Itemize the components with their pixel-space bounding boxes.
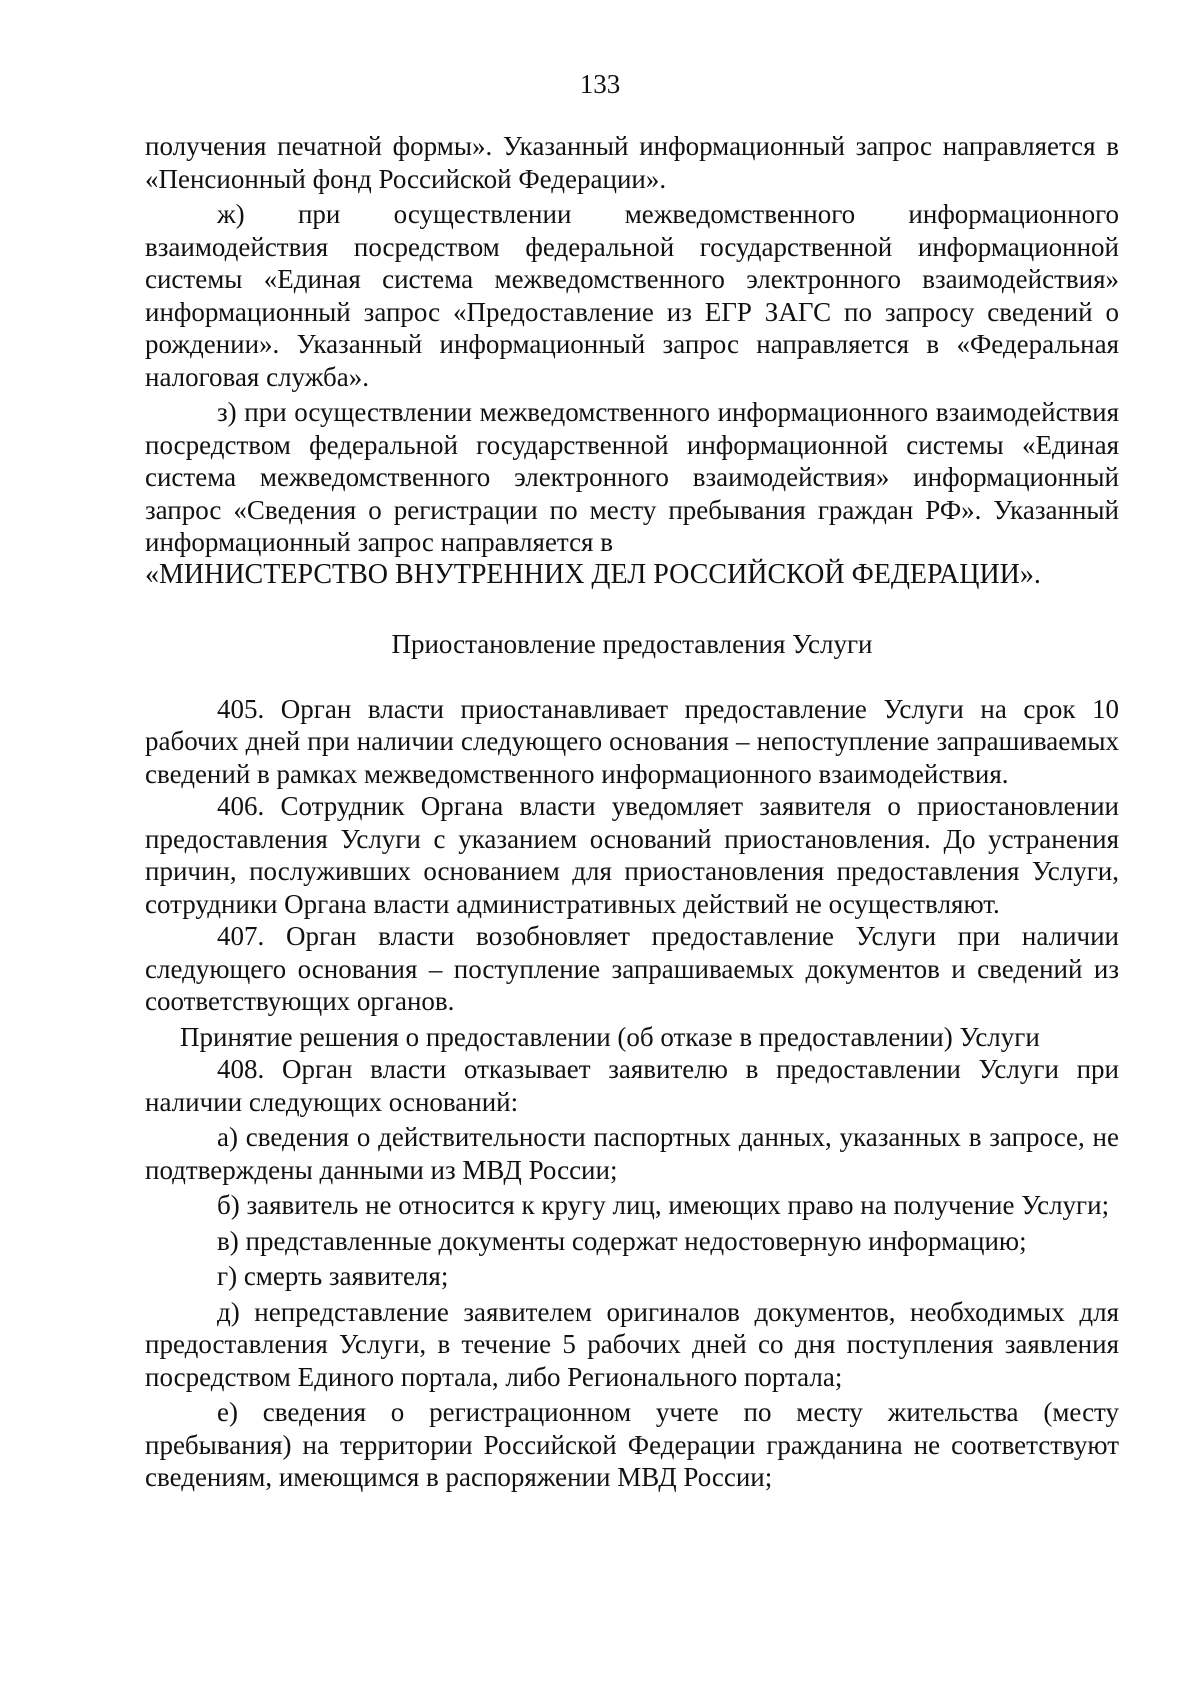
- paragraph-408-item-b: б) заявитель не относится к кругу лиц, имеющих право на получение Услуги;: [217, 1190, 1110, 1220]
- page-number: 133: [579, 69, 621, 99]
- section-heading-decision: Принятие решения о предоставлении (об отказе в предоставлении) Услуги: [180, 1021, 1040, 1052]
- section-heading-suspension: Приостановление предоставления Услуги: [391, 629, 873, 659]
- paragraph-406: 406. Сотрудник Органа власти уведомляет заявителя о приостановлении предоставления Услуги с указанием оснований приостановления. До устранения причин, послуживших основанием для приостановления предоставления Услуги, сотрудники Органа власти административных действий не осуществляют.: [145, 791, 1119, 919]
- paragraph-item-z: з) при осуществлении межведомственного информационного взаимодействия посредством федеральной государственной информационной системы «Единая система межведомственного электронного взаимодействия» информационный запрос «Сведения о регистрации по месту пребывания граждан РФ». Указанный информационный запрос направляется в: [145, 397, 1119, 557]
- paragraph-408-item-d: д) непредставление заявителем оригиналов документов, необходимых для предоставления Услуги, в течение 5 рабочих дней со дня поступления заявления посредством Единого портала, либо Регионального портала;: [145, 1296, 1119, 1392]
- paragraph-408-item-v: в) представленные документы содержат недостоверную информацию;: [217, 1225, 1027, 1256]
- paragraph-405: 405. Орган власти приостанавливает предоставление Услуги на срок 10 рабочих дней при наличии следующего основания – непоступление запрашиваемых сведений в рамках межведомственного информационного взаимодействия.: [145, 693, 1119, 789]
- paragraph-item-zh: ж) при осуществлении межведомственного информационного взаимодействия посредством федеральной государственной информационной системы «Единая система межведомственного электронного взаимодействия» информационный запрос «Предоставление из ЕГР ЗАГС по запросу сведений о рождении». Указанный информационный запрос направляется в «Федеральная налоговая служба».: [145, 199, 1119, 392]
- paragraph-408-item-e: е) сведения о регистрационном учете по месту жительства (месту пребывания) на территории Российской Федерации гражданина не соответствуют сведениям, имеющимся в распоряжении МВД России;: [145, 1397, 1119, 1492]
- document-body: [145, 130, 1119, 1494]
- paragraph-407: 407. Орган власти возобновляет предоставление Услуги при наличии следующего основания – поступление запрашиваемых документов и сведений из соответствующих органов.: [145, 921, 1119, 1016]
- paragraph-408: 408. Орган власти отказывает заявителю в предоставлении Услуги при наличии следующих оснований:: [145, 1054, 1119, 1117]
- paragraph-408-item-a: а) сведения о действительности паспортных данных, указанных в запросе, не подтверждены данными из МВД России;: [145, 1122, 1119, 1185]
- paragraph-item-z-recipient: «МИНИСТЕРСТВО ВНУТРЕННИХ ДЕЛ РОССИЙСКОЙ ФЕДЕРАЦИИ».: [145, 558, 1041, 590]
- paragraph-continuation: получения печатной формы». Указанный информационный запрос направляется в «Пенсионный фонд Российской Федерации».: [145, 131, 1119, 194]
- paragraph-408-item-g: г) смерть заявителя;: [217, 1261, 449, 1291]
